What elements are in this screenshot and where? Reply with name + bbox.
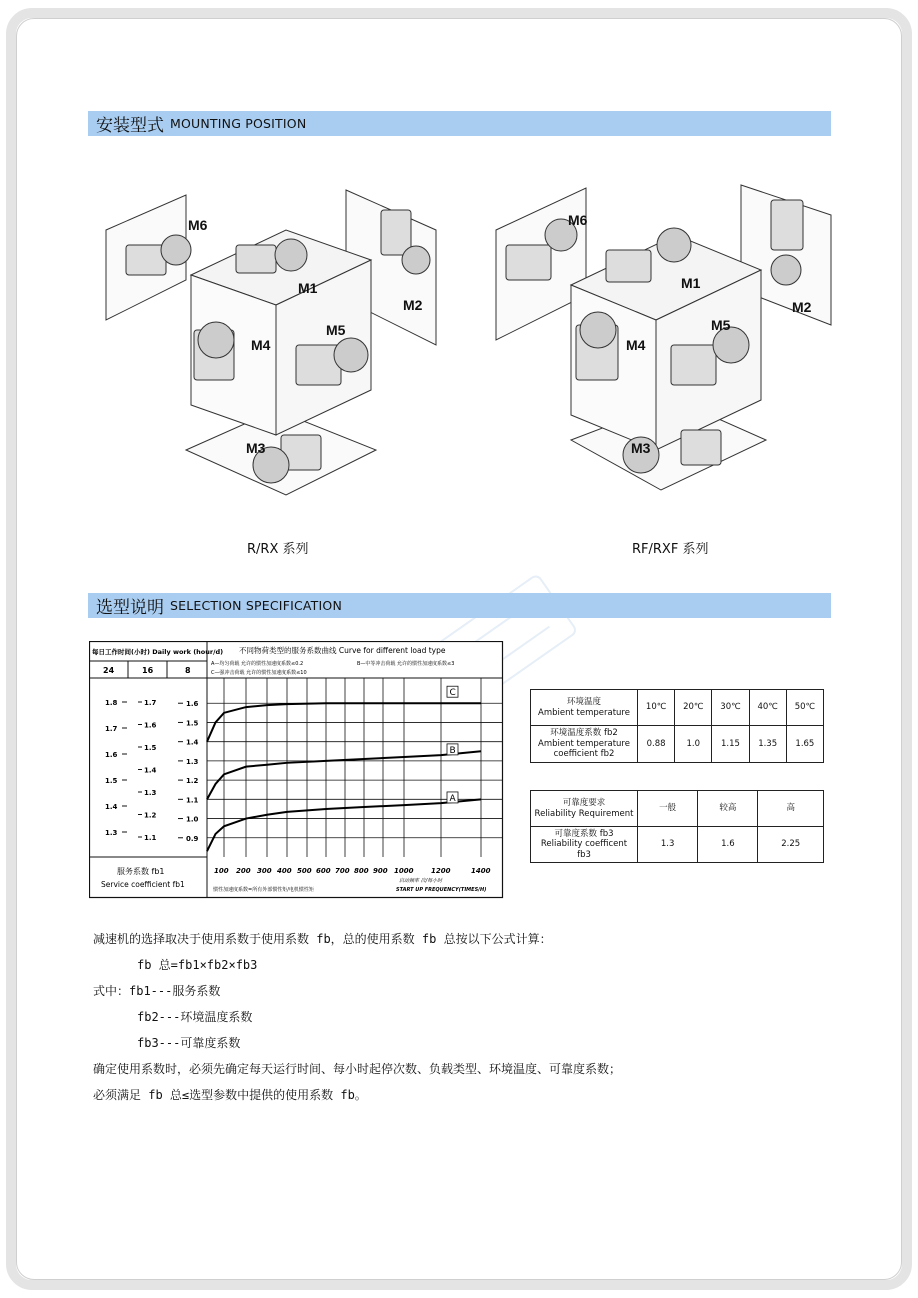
label-m3-left: M3 (246, 440, 266, 456)
mounting-title-en: MOUNTING POSITION (170, 116, 307, 131)
hours-col-24: 24 (103, 666, 115, 675)
col16-tick-label: 1.1 (144, 834, 157, 842)
col8-tick-label: 1.1 (186, 796, 199, 805)
text-line-5: fb3---可靠度系数 (137, 1036, 241, 1050)
col24-tick-label: 1.5 (105, 777, 118, 785)
text-line-3: 式中：fb1---服务系数 (93, 984, 221, 998)
chart-title: 不同物荷类型的服务系数曲线 Curve for different load type (239, 646, 446, 655)
chart-header-left: 每日工作时间(小时) Daily work (hour/d) (92, 648, 224, 656)
label-m1-right: M1 (681, 275, 701, 291)
col16-tick-label: 1.6 (144, 721, 157, 730)
selection-title-en: SELECTION SPECIFICATION (170, 598, 342, 613)
ambient-temp-label: 环境温度 Ambient temperature (531, 690, 638, 726)
label-m5-left: M5 (326, 322, 346, 338)
text-line-4: fb2---环境温度系数 (137, 1010, 253, 1024)
text-line-7: 必须满足 fb 总≤选型参数中提供的使用系数 fb。 (93, 1088, 367, 1102)
x-tick-label: 700 (335, 867, 350, 875)
series-label-a: A (449, 793, 456, 804)
xlabel-cn: 启动频率 次/每小时 (399, 878, 443, 884)
col16-tick-label: 1.3 (144, 789, 157, 797)
series-label-b: B (449, 745, 456, 756)
x-tick-label: 100 (214, 867, 229, 875)
label-m2-left: M2 (403, 297, 423, 313)
fb3-value-higher: 1.6 (698, 827, 758, 863)
label-m1-left: M1 (298, 280, 318, 296)
series-label-rxf: RF/RXF 系列 (632, 542, 709, 557)
col8-tick-label: 1.6 (186, 700, 199, 709)
hours-col-8: 8 (185, 666, 191, 675)
col24-tick-label: 1.4 (105, 803, 118, 811)
chart-footnote: 惯性加速度系数=所有外部惯性矩/电机惯性矩 (213, 887, 314, 893)
cube-diagram-rxf (496, 185, 831, 490)
service-label-en: Service coefficient fb1 (101, 880, 185, 889)
x-tick-label: 1000 (394, 867, 414, 875)
temp-40: 40℃ (749, 690, 786, 726)
col24-tick-label: 1.3 (105, 829, 118, 837)
fb2-label: 环境温度系数 fb2 Ambient temperature coefficient fb2 (531, 726, 638, 763)
legend-note-a: A—均匀荷载 允许的惯性加速度系数≤0.2 (211, 661, 304, 667)
x-tick-label: 1400 (471, 867, 491, 875)
text-line-1: 减速机的选择取决于使用系数于使用系数 fb，总的使用系数 fb 总按以下公式计算： (93, 932, 552, 946)
service-factor-chart (89, 641, 504, 899)
label-m2-right: M2 (792, 299, 812, 315)
col8-tick-label: 1.4 (186, 738, 199, 747)
text-line-6: 确定使用系数时，必须先确定每天运行时间、每小时起停次数、负载类型、环境温度、可靠度系数； (93, 1062, 622, 1076)
text-line-formula: fb 总=fb1×fb2×fb3 (137, 958, 258, 972)
temp-50: 50℃ (786, 690, 823, 726)
mounting-diagrams (86, 150, 866, 530)
reliability-label: 可靠度要求 Reliability Requirement (531, 791, 638, 827)
col24-tick-label: 1.7 (105, 725, 118, 733)
label-m3-right: M3 (631, 440, 651, 456)
col24-tick-label: 1.8 (105, 699, 118, 707)
col8-tick-label: 1.2 (186, 777, 199, 786)
fb2-value-20: 1.0 (675, 726, 712, 763)
label-m5-right: M5 (711, 317, 731, 333)
col16-tick-label: 1.7 (144, 699, 157, 707)
x-tick-label: 200 (236, 867, 251, 875)
series-label-rx: R/RX 系列 (247, 542, 309, 557)
x-tick-label: 600 (316, 867, 331, 875)
reliability-normal: 一般 (638, 791, 698, 827)
x-tick-label: 400 (277, 867, 292, 875)
col8-tick-label: 0.9 (186, 834, 199, 843)
label-m4-left: M4 (251, 337, 271, 353)
cube-diagram-rx (106, 190, 436, 495)
legend-note-b: B—中等冲击荷载 允许的惯性加速度系数≤3 (357, 661, 455, 667)
x-tick-label: 800 (354, 867, 369, 875)
x-tick-label: 500 (297, 867, 312, 875)
selection-spec-header (88, 593, 831, 618)
temp-30: 30℃ (712, 690, 749, 726)
hours-col-16: 16 (142, 666, 154, 675)
x-tick-label: 300 (257, 867, 272, 875)
fb2-value-30: 1.15 (712, 726, 749, 763)
fb2-value-10: 0.88 (638, 726, 675, 763)
fb2-value-50: 1.65 (786, 726, 823, 763)
selection-title-cn: 选型说明 (96, 598, 164, 618)
reliability-high: 高 (758, 791, 824, 827)
label-m4-right: M4 (626, 337, 646, 353)
col8-tick-label: 1.5 (186, 719, 199, 728)
legend-note-c: C—强冲击荷载 允许的惯性加速度系数≤10 (211, 670, 307, 676)
x-tick-label: 900 (373, 867, 388, 875)
reliability-higher: 较高 (698, 791, 758, 827)
reliability-table (530, 790, 824, 863)
col8-tick-label: 1.0 (186, 815, 199, 824)
col16-tick-label: 1.4 (144, 766, 157, 775)
temp-10: 10℃ (638, 690, 675, 726)
temp-20: 20℃ (675, 690, 712, 726)
x-tick-label: 1200 (431, 867, 451, 875)
service-label-cn: 服务系数 fb1 (117, 867, 165, 876)
series-label-c: C (449, 688, 456, 699)
col16-tick-label: 1.5 (144, 744, 157, 752)
ambient-temperature-table (530, 689, 824, 763)
col24-tick-label: 1.6 (105, 751, 118, 759)
fb2-value-40: 1.35 (749, 726, 786, 763)
mounting-position-header (88, 111, 831, 136)
fb3-label: 可靠度系数 fb3 Reliability coefficent fb3 (531, 827, 638, 863)
mounting-title-cn: 安装型式 (96, 116, 164, 136)
label-m6-left: M6 (188, 217, 208, 233)
fb3-value-high: 2.25 (758, 827, 824, 863)
col8-tick-label: 1.3 (186, 757, 199, 766)
xlabel-en: START UP FREQUENCY(TIMES/H) (396, 887, 487, 893)
selection-text (93, 926, 621, 1108)
col16-tick-label: 1.2 (144, 811, 157, 820)
label-m6-right: M6 (568, 212, 588, 228)
fb3-value-normal: 1.3 (638, 827, 698, 863)
